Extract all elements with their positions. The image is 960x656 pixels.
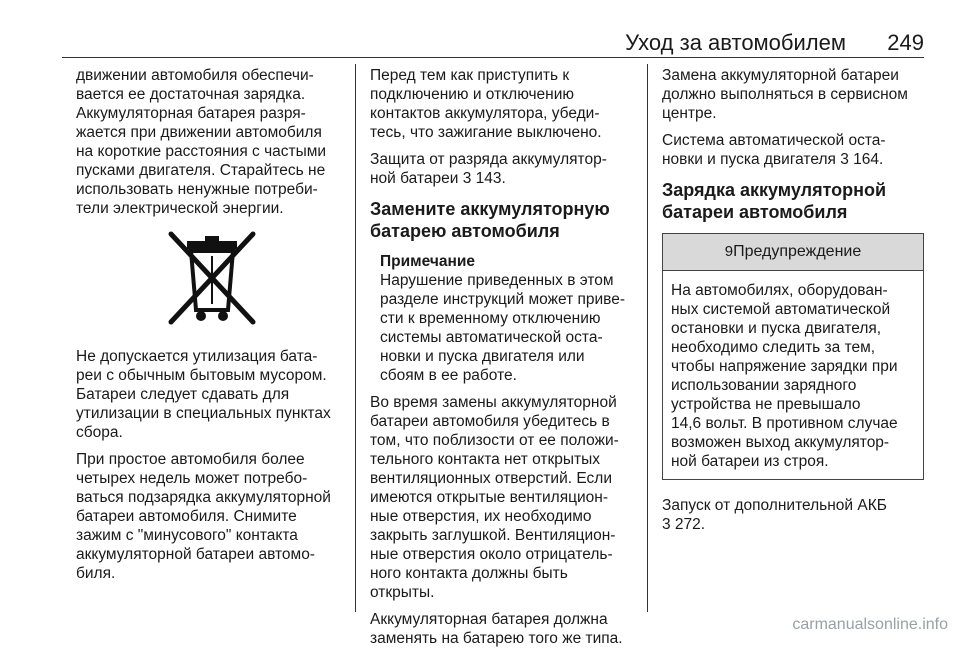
page-reference[interactable]: 164. bbox=[848, 151, 884, 168]
column-divider bbox=[647, 64, 648, 612]
warning-body: На автомобилях, оборудован- ных системой автоматической остановки и пуска двигателя, необходимо следить за тем, чтобы напряжение зарядки при использовании зарядного устройства не превышало 14,6 вольт. В противном случае возможен выход аккумулятор- ной батареи из строя. bbox=[671, 282, 898, 470]
column-divider bbox=[355, 64, 356, 612]
watermark: carmanualsonline.info bbox=[792, 616, 948, 633]
column-3 bbox=[662, 66, 924, 542]
page-number: 249 bbox=[887, 30, 924, 55]
section-heading: Зарядка аккумуляторной батареи автомобиля bbox=[662, 180, 887, 222]
page-header bbox=[62, 22, 924, 58]
paragraph: Система автоматической оста- новки и пуска двигателя 3 164. bbox=[662, 132, 886, 168]
section-heading: Замените аккумуляторную батарею автомобиля bbox=[370, 199, 610, 241]
paragraph: При простое автомобиля более четырех недель может потребо- ваться подзарядка аккумуляторной батареи автомобиля. Снимите зажим с "минусового" контакта аккумуляторной батареи автомо- биля. bbox=[76, 451, 331, 582]
paragraph: Замена аккумуляторной батареи должно выполняться в сервисном центре. bbox=[662, 67, 908, 122]
paragraph: Перед тем как приступить к подключению и отключению контактов аккумулятора, убеди- тесь, что зажигание выключено. bbox=[370, 67, 602, 141]
reference-arrow-icon[interactable]: 3 bbox=[662, 516, 671, 533]
header-rule bbox=[62, 57, 924, 58]
column-2 bbox=[370, 66, 632, 656]
reference-arrow-icon[interactable]: 3 bbox=[462, 170, 472, 187]
note-title: Примечание bbox=[380, 253, 475, 270]
paragraph: движении автомобиля обеспечи- вается ее достаточная зарядка. Аккумуляторная батарея разря- жается при движении автомобиля на короткие расстояния с частыми пусками двигателя. Старайтесь не использовать ненужные потреби- тели электрической энергии. bbox=[76, 67, 327, 217]
page-title: Уход за автомобилем bbox=[625, 30, 846, 55]
paragraph: Не допускается утилизация бата- реи с обычным бытовым мусором. Батареи следует сдавать для утилизации в специальных пунктах сбора. bbox=[76, 348, 331, 441]
crossed-out-wheeled-bin-icon bbox=[76, 228, 348, 333]
paragraph: Аккумуляторная батарея должна заменять на батарею того же типа. bbox=[370, 611, 623, 647]
warning-title: Предупреждение bbox=[733, 243, 862, 260]
page-reference[interactable]: 272. bbox=[670, 516, 706, 533]
reference-arrow-icon[interactable]: 3 bbox=[840, 151, 849, 168]
note-block: Примечание Нарушение приведенных в этом разделе инструкций может приве- сти к временному отключению системы автоматической оста- новки и пуска двигателя или сбоям в ее работе. bbox=[380, 252, 632, 385]
column-1 bbox=[76, 66, 348, 591]
warning-box bbox=[662, 233, 924, 480]
page-reference[interactable]: 143. bbox=[471, 170, 506, 187]
paragraph: Во время замены аккумуляторной батареи автомобиля убедитесь в том, что поблизости от ее положи- тельного контакта нет открытых вентиляционных отверстий. Если имеются открытые вентиляцион- ные отверстия, их необходимо закрыть заглушкой. Вентиляцион- ные отверстия около отрицатель- ного контакта должны быть открыты. bbox=[370, 394, 619, 601]
warning-triangle-icon: 9 bbox=[724, 243, 734, 260]
warning-header bbox=[663, 234, 923, 271]
paragraph: Защита от разряда аккумулятор- ной батареи 3 143. bbox=[370, 151, 607, 187]
paragraph: Запуск от дополнительной АКБ 3 272. bbox=[662, 497, 887, 533]
